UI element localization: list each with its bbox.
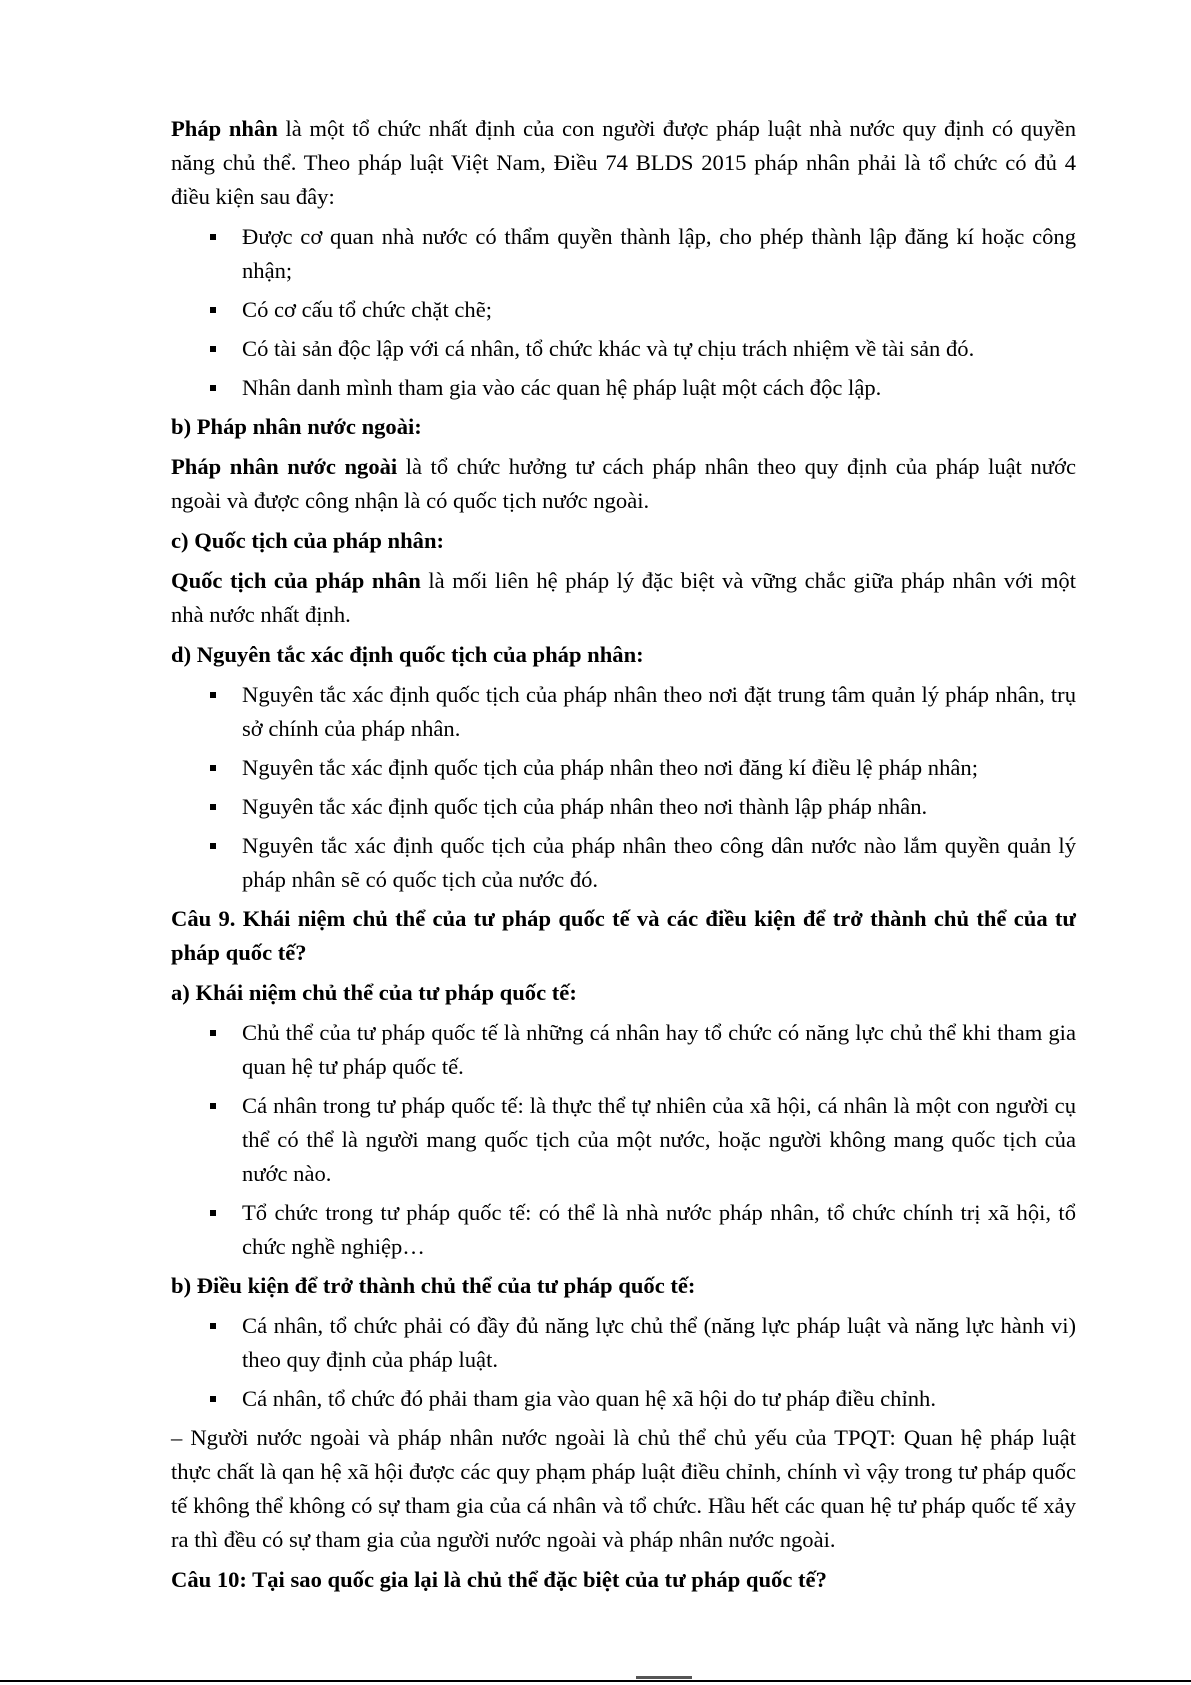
section-c-heading: c) Quốc tịch của pháp nhân: — [171, 528, 445, 553]
conditions-list — [171, 220, 1076, 405]
section-c-term: Quốc tịch của pháp nhân — [171, 568, 421, 593]
list-item: Cá nhân trong tư pháp quốc tế: là thực thể tự nhiên của xã hội, cá nhân là một con người cụ thể có thể là người mang quốc tịch của một nước, hoặc người không mang quốc tịch của nước nào. — [171, 1089, 1076, 1191]
list-item: Nguyên tắc xác định quốc tịch của pháp nhân theo nơi thành lập pháp nhân. — [171, 790, 1076, 824]
subject-conditions-list — [171, 1309, 1076, 1416]
list-item: Cá nhân, tổ chức đó phải tham gia vào quan hệ xã hội do tư pháp điều chỉnh. — [171, 1382, 1076, 1416]
document-page — [171, 112, 1076, 1603]
section-c-paragraph — [171, 564, 1076, 632]
section-d-heading: d) Nguyên tắc xác định quốc tịch của pháp nhân: — [171, 642, 644, 667]
list-item: Nguyên tắc xác định quốc tịch của pháp nhân theo nơi đặt trung tâm quản lý pháp nhân, trụ sở chính của pháp nhân. — [171, 678, 1076, 746]
question-9-sub-b-heading: b) Điều kiện để trở thành chủ thể của tư pháp quốc tế: — [171, 1273, 696, 1298]
list-item: Nguyên tắc xác định quốc tịch của pháp nhân theo nơi đăng kí điều lệ pháp nhân; — [171, 751, 1076, 785]
list-item: Nguyên tắc xác định quốc tịch của pháp nhân theo công dân nước nào lắm quyền quản lý pháp nhân sẽ có quốc tịch của nước đó. — [171, 829, 1076, 897]
page-bottom-rule — [0, 1680, 1191, 1682]
list-item: Tổ chức trong tư pháp quốc tế: có thể là nhà nước pháp nhân, tổ chức chính trị xã hội, tổ chức nghề nghiệp… — [171, 1196, 1076, 1264]
question-9-sub-a-heading: a) Khái niệm chủ thể của tư pháp quốc tế: — [171, 980, 577, 1005]
section-c-text: là mối liên hệ pháp lý đặc biệt và vững chắc giữa pháp nhân với một nhà nước nhất định. — [171, 568, 1076, 627]
list-item: Chủ thể của tư pháp quốc tế là những cá nhân hay tổ chức có năng lực chủ thể khi tham gia quan hệ tư pháp quốc tế. — [171, 1016, 1076, 1084]
list-item: Được cơ quan nhà nước có thẩm quyền thành lập, cho phép thành lập đăng kí hoặc công nhận; — [171, 220, 1076, 288]
list-item: Có tài sản độc lập với cá nhân, tổ chức khác và tự chịu trách nhiệm về tài sản đó. — [171, 332, 1076, 366]
question-10-heading: Câu 10: Tại sao quốc gia lại là chủ thể đặc biệt của tư pháp quốc tế? — [171, 1567, 827, 1592]
intro-term: Pháp nhân — [171, 116, 278, 141]
section-b-paragraph — [171, 450, 1076, 518]
section-b-term: Pháp nhân nước ngoài — [171, 454, 398, 479]
list-item: Cá nhân, tổ chức phải có đầy đủ năng lực chủ thể (năng lực pháp luật và năng lực hành vi) theo quy định của pháp luật. — [171, 1309, 1076, 1377]
question-9-closing-paragraph: – Người nước ngoài và pháp nhân nước ngoài là chủ thể chủ yếu của TPQT: Quan hệ pháp luật thực chất là qan hệ xã hội được các quy phạm pháp luật điều chỉnh, chính vì vậy trong tư pháp quốc tế không thể không có sự tham gia của cá nhân và tổ chức. Hầu hết các quan hệ tư pháp quốc tế xảy ra thì đều có sự tham gia của người nước ngoài và pháp nhân nước ngoài. — [171, 1425, 1076, 1552]
principles-list — [171, 678, 1076, 897]
list-item: Có cơ cấu tổ chức chặt chẽ; — [171, 293, 1076, 327]
list-item: Nhân danh mình tham gia vào các quan hệ pháp luật một cách độc lập. — [171, 371, 1076, 405]
section-b-heading: b) Pháp nhân nước ngoài: — [171, 414, 422, 439]
intro-text: là một tổ chức nhất định của con người được pháp luật nhà nước quy định có quyền năng chủ thể. Theo pháp luật Việt Nam, Điều 74 BLDS 2015 pháp nhân phải là tổ chức có đủ 4 điều kiện sau đây: — [171, 116, 1076, 209]
question-9-heading: Câu 9. Khái niệm chủ thể của tư pháp quốc tế và các điều kiện để trở thành chủ thể của tư pháp quốc tế? — [171, 906, 1076, 965]
page-edge-mark — [636, 1676, 692, 1679]
section-b-text: là tổ chức hưởng tư cách pháp nhân theo quy định của pháp luật nước ngoài và được công nhận là có quốc tịch nước ngoài. — [171, 454, 1076, 513]
intro-paragraph — [171, 112, 1076, 214]
subject-concept-list — [171, 1016, 1076, 1264]
